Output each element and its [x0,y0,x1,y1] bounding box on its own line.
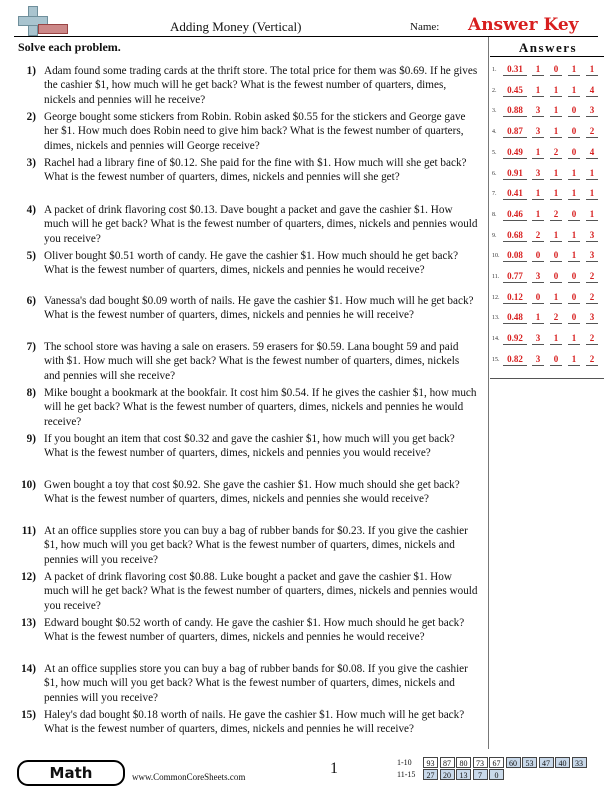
answer-quarters: 3 [532,168,544,180]
problem-item [16,662,478,705]
answer-nickels: 1 [568,188,580,200]
problem-text: Rachel had a library fine of $0.12. She paid for the fine with $1. How much will she get back? What is the fewest number of quarters, dimes, nickels and pennies will she get? [44,157,467,184]
answer-pennies: 2 [586,271,598,283]
score-row-label: 11-15 [397,770,416,779]
answer-dimes: 1 [550,168,562,180]
answer-row [492,333,610,347]
answer-number: 14. [492,336,500,343]
answer-quarters: 3 [532,333,544,345]
score-cell: 80 [456,757,471,768]
answer-amount: 0.31 [503,64,527,76]
answer-number: 1. [492,67,497,73]
answer-row [492,126,610,140]
answer-row [492,85,610,99]
answer-number: 15. [492,356,500,363]
answer-nickels: 1 [568,250,580,262]
answer-number: 12. [492,294,500,301]
answer-dimes: 0 [550,250,562,262]
answer-amount: 0.91 [503,168,527,180]
problem-item [16,478,478,507]
answer-amount: 0.08 [503,250,527,262]
answer-number: 3. [492,108,497,115]
answer-key-label: Answer Key [468,15,579,35]
answer-pennies: 3 [586,250,598,262]
answer-nickels: 0 [568,271,580,283]
answer-pennies: 3 [586,312,598,324]
score-cell: 40 [555,757,570,768]
problem-text: At an office supplies store you can buy a bag of rubber bands for $0.23. If you give the cashier $1, how much will you get back? What is the fewest number of quarters, dimes, nickels and pennies will you receive? [44,525,468,566]
problem-item [16,203,478,246]
answer-dimes: 2 [550,147,562,159]
answer-nickels: 1 [568,230,580,242]
problem-number: 7) [26,341,36,353]
answer-quarters: 0 [532,250,544,262]
answer-quarters: 1 [532,85,544,97]
answer-dimes: 1 [550,105,562,117]
answer-nickels: 0 [568,105,580,117]
problem-number: 11) [21,525,36,537]
answer-amount: 0.46 [503,209,527,221]
answers-rule [490,56,604,57]
answer-nickels: 0 [568,126,580,138]
name-label: Name: [410,21,440,33]
answers-title: Answers [518,40,578,55]
answer-number: 2. [492,87,497,94]
answer-dimes: 0 [550,271,562,283]
problem-text: If you bought an item that cost $0.32 and gave the cashier $1, how much will you get back? What is the fewest number of quarters, dimes, nickels and pennies you would receive? [44,433,455,460]
answer-dimes: 1 [550,126,562,138]
answer-pennies: 1 [586,168,598,180]
subject-badge: Math [17,760,125,786]
answer-row [492,271,610,285]
answer-nickels: 1 [568,168,580,180]
answer-nickels: 0 [568,312,580,324]
answer-quarters: 1 [532,312,544,324]
answer-amount: 0.87 [503,126,527,138]
answer-pennies: 2 [586,292,598,304]
problem-text: The school store was having a sale on erasers. 59 erasers for $0.59. Lana bought 59 and paid with $1. How much will she get back? What is the fewest number of quarters, dimes, nickels and pennies will she receive? [44,341,460,382]
answer-row [492,250,610,264]
problem-text: Adam found some trading cards at the thrift store. The total price for them was $0.69. If he gives the cashier $1, how much will he get back? What is the fewest number of quarters, dimes, nickels and pennies will he receive? [44,65,478,106]
answer-dimes: 1 [550,188,562,200]
answer-quarters: 3 [532,354,544,366]
answer-row [492,312,610,326]
problem-item [16,156,478,185]
problem-text: Mike bought a bookmark at the bookfair. It cost him $0.54. If he gives the cashier $1, how much will he get back? What is the fewest number of quarters, dimes, nickels and pennies he would receive? [44,387,477,428]
answer-number: 11. [492,274,500,280]
problem-text: Edward bought $0.52 worth of candy. He gave the cashier $1. How much should he get back? What is the fewest number of quarters, dimes, nickels and pennies he would receive? [44,617,465,644]
answer-quarters: 1 [532,188,544,200]
problem-number: 14) [21,663,36,675]
answer-quarters: 3 [532,271,544,283]
problem-text: Oliver bought $0.51 worth of candy. He gave the cashier $1. How much should he get back? What is the fewest number of quarters, dimes, nickels and pennies he would receive? [44,250,459,277]
answer-dimes: 1 [550,230,562,242]
answer-row [492,105,610,119]
problem-item [16,524,478,567]
answer-row [492,147,610,161]
answer-pennies: 2 [586,126,598,138]
score-cell: 47 [539,757,554,768]
answer-quarters: 3 [532,126,544,138]
problem-number: 8) [26,387,36,399]
answer-number: 6. [492,170,497,177]
answer-dimes: 0 [550,354,562,366]
problem-text: Vanessa's dad bought $0.09 worth of nails. He gave the cashier $1. How much will he get back? What is the fewest number of quarters, dimes, nickels and pennies he will receive? [44,295,474,322]
answer-amount: 0.12 [503,292,527,304]
answer-row [492,168,610,182]
answer-amount: 0.77 [503,271,527,283]
answer-number: 9. [492,232,497,239]
score-cell: 33 [572,757,587,768]
answer-pennies: 1 [586,188,598,200]
footer-url: www.CommonCoreSheets.com [132,772,246,782]
answer-amount: 0.45 [503,85,527,97]
page-number: 1 [330,760,338,777]
answer-quarters: 1 [532,64,544,76]
problem-text: A packet of drink flavoring cost $0.88. Luke bought a packet and gave the cashier $1. How much will he get back? What is the fewest number of quarters, dimes, nickels and pennies would you receive? [44,571,478,612]
answer-pennies: 3 [586,230,598,242]
answer-number: 7. [492,191,497,198]
answer-row [492,64,610,78]
problem-item [16,708,478,737]
problem-number: 9) [26,433,36,445]
problem-number: 13) [21,617,36,629]
problem-number: 12) [21,571,36,583]
problem-item [16,616,478,645]
answer-nickels: 0 [568,292,580,304]
score-cell: 0 [489,769,504,780]
answer-nickels: 1 [568,85,580,97]
problem-number: 2) [26,111,36,123]
answer-amount: 0.92 [503,333,527,345]
answer-row [492,292,610,306]
answer-nickels: 1 [568,64,580,76]
problem-text: Gwen bought a toy that cost $0.92. She gave the cashier $1. How much should she get back? What is the fewest number of quarters, dimes, nickels and pennies she would receive? [44,479,460,506]
problem-item [16,570,478,613]
answer-quarters: 2 [532,230,544,242]
score-cell: 93 [423,757,438,768]
problem-item [16,432,478,461]
answer-number: 5. [492,149,497,156]
answer-row [492,354,610,368]
answers-bottom-rule [490,378,604,379]
problem-number: 4) [26,204,36,216]
problem-number: 15) [21,709,36,721]
answer-amount: 0.49 [503,147,527,159]
column-divider [488,37,489,749]
answer-dimes: 1 [550,292,562,304]
answer-dimes: 2 [550,209,562,221]
answer-dimes: 1 [550,333,562,345]
answer-pennies: 1 [586,209,598,221]
score-row-label: 1-10 [397,758,412,767]
answer-pennies: 2 [586,354,598,366]
answer-number: 13. [492,315,500,322]
problem-item [16,386,478,429]
problem-text: Haley's dad bought $0.18 worth of nails. He gave the cashier $1. How much will he get back? What is the fewest number of quarters, dimes, nickels and pennies he will receive? [44,709,465,736]
answer-amount: 0.68 [503,230,527,242]
problem-number: 6) [26,295,36,307]
score-cell: 87 [440,757,455,768]
answer-quarters: 1 [532,147,544,159]
answer-amount: 0.88 [503,105,527,117]
score-cell: 60 [506,757,521,768]
answer-amount: 0.41 [503,188,527,200]
title-rule [14,36,598,37]
answer-pennies: 2 [586,333,598,345]
answer-quarters: 3 [532,105,544,117]
answer-pennies: 4 [586,85,598,97]
answer-quarters: 1 [532,209,544,221]
answer-row [492,230,610,244]
problem-number: 5) [26,250,36,262]
problem-text: George bought some stickers from Robin. Robin asked $0.55 for the stickers and George gave her $1. How much does Robin need to give him back? What is the fewest number of quarters, dimes, nickels and pennies will George receive? [44,111,466,152]
problem-number: 1) [26,65,36,77]
problem-item [16,110,478,153]
minus-logo-icon [38,24,68,34]
score-cell: 67 [489,757,504,768]
answer-pennies: 1 [586,64,598,76]
problem-number: 3) [26,157,36,169]
answer-nickels: 1 [568,333,580,345]
problem-text: At an office supplies store you can buy a bag of rubber bands for $0.08. If you give the cashier $1, how much will you get back? What is the fewest number of quarters, dimes, nickels and pennies will you receive? [44,663,468,704]
problem-item [16,294,478,323]
answer-amount: 0.48 [503,312,527,324]
problem-item [16,340,478,383]
score-cell: 7 [473,769,488,780]
answer-dimes: 0 [550,64,562,76]
answer-pennies: 3 [586,105,598,117]
worksheet-title: Adding Money (Vertical) [170,19,302,34]
answer-amount: 0.82 [503,354,527,366]
answer-number: 8. [492,211,497,218]
problem-number: 10) [21,479,36,491]
answer-nickels: 0 [568,209,580,221]
score-cell: 53 [522,757,537,768]
answer-nickels: 0 [568,147,580,159]
answer-quarters: 0 [532,292,544,304]
problem-item [16,64,478,107]
score-cell: 20 [440,769,455,780]
answer-row [492,209,610,223]
problem-item [16,249,478,278]
score-cell: 13 [456,769,471,780]
answer-row [492,188,610,202]
answer-number: 4. [492,129,497,136]
instructions: Solve each problem. [18,40,121,54]
answer-dimes: 1 [550,85,562,97]
answer-pennies: 4 [586,147,598,159]
problem-text: A packet of drink flavoring cost $0.13. Dave bought a packet and gave the cashier $1. How much will he get back? What is the fewest number of quarters, dimes, nickels and pennies would you receive? [44,204,478,245]
score-cell: 27 [423,769,438,780]
answer-number: 10. [492,253,500,260]
score-cell: 73 [473,757,488,768]
answer-dimes: 2 [550,312,562,324]
answer-nickels: 1 [568,354,580,366]
